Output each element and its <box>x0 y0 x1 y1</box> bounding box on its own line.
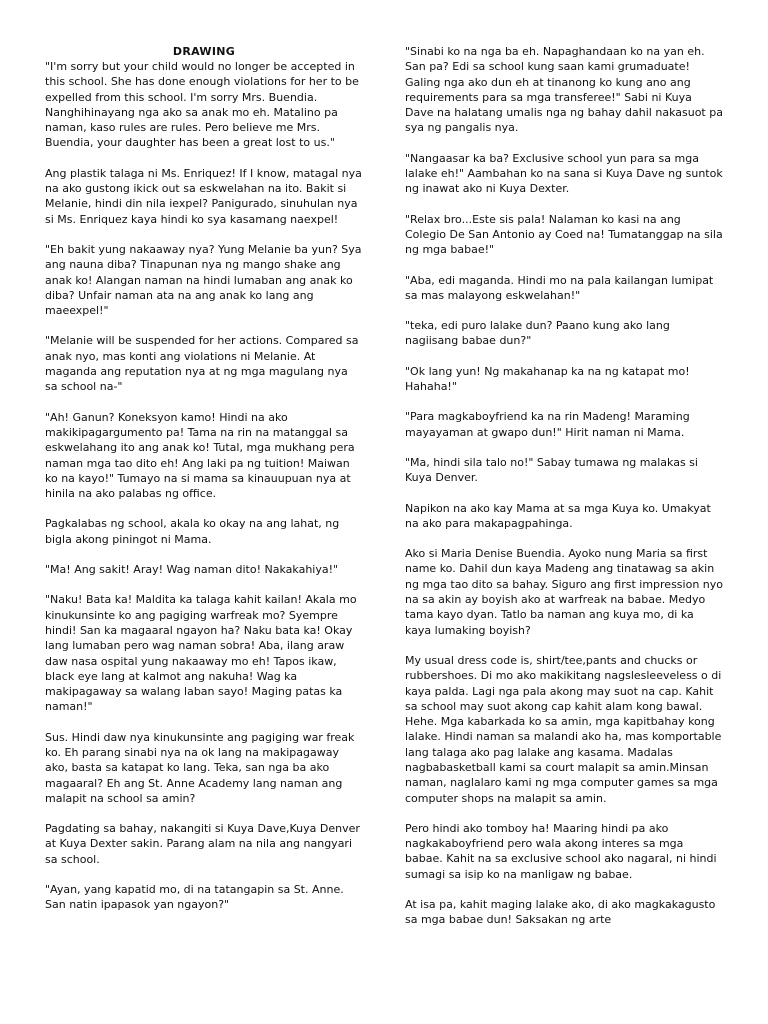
paragraph: "Ah! Ganun? Koneksyon kamo! Hindi na ako makikipagargumento pa! Tama na rin na matanggal sa eskwelahang ito ang anak ko! Tutal, mga mukhang pera naman mga tao dito eh! Ang laki pa ng tuition! Maiwan ko na kayo!" Tumayo na si mama sa kinauupuan nya at hinila na ako palabas ng office. <box>45 410 355 501</box>
paragraph: "Ma, hindi sila talo no!" Sabay tumawa ng malakas si Kuya Denver. <box>405 455 698 485</box>
paragraph: "Melanie will be suspended for her actions. Compared sa anak nyo, mas konti ang violations ni Melanie. At maganda ang reputation nya at ng mga magulang nya sa school na-" <box>45 334 359 394</box>
left-column <box>45 44 363 1024</box>
paragraph: Pagkalabas ng school, akala ko okay na ang lahat, ng bigla akong piningot ni Mama. <box>45 517 340 546</box>
paragraph: "Nangaasar ka ba? Exclusive school yun para sa mga lalake eh!" Aambahan ko na sana si Kuya Dave ng suntok ng inawat ako ni Kuya Dexter. <box>405 151 723 196</box>
paragraph: "I'm sorry but your child would no longer be accepted in this school. She has done enough violations for her to be expelled from this school. I'm sorry Mrs. Buendia. Nanghihinayang nga ako sa anak mo eh. Matalino pa naman, kaso rules are rules. Pero believe me Mrs. Buendia, your daughter has been a great lost to us." <box>45 60 359 150</box>
document-title: DRAWING <box>172 45 236 58</box>
paragraph: Pero hindi ako tomboy ha! Maaring hindi pa ako nagkakaboyfriend pero wala akong interes sa mga babae. Kahit na sa exclusive school ako nagaral, ni hindi sumagi sa isip ko na manligaw ng babae. <box>405 821 717 881</box>
paragraph: "Naku! Bata ka! Maldita ka talaga kahit kailan! Akala mo kinukunsinte ko ang pagiging warfreak mo? Syempre hindi! San ka magaaral ngayon ha? Naku bata ka! Okay lang lumaban pero wag naman sobra! Aba, ilang araw daw nasa ospital yung nakaaway mo eh! Tapos ikaw, black eye lang at kalmot ang nakuha! Wag ka makipagaway sa walang laban sayo! Maging patas ka naman!" <box>45 593 357 714</box>
paragraph: "Ma! Ang sakit! Aray! Wag naman dito! Nakakahiya!" <box>45 563 339 577</box>
paragraph: "teka, edi puro lalake dun? Paano kung ako lang nagiisang babae dun?" <box>405 319 670 348</box>
right-column <box>405 44 723 1024</box>
paragraph: "Aba, edi maganda. Hindi mo na pala kailangan lumipat sa mas malayong eskwelahan!" <box>405 273 714 302</box>
paragraph: "Para magkaboyfriend ka na rin Madeng! Maraming mayayaman at gwapo dun!" Hirit naman ni Mama. <box>405 410 690 439</box>
paragraph: My usual dress code is, shirt/tee,pants and chucks or rubbershoes. Di mo ako makikitang nagslesleeveless o di kaya palda. Lagi nga pala akong may suot na cap. Kahit sa school may suot akong cap kahit alam kong bawal. Hehe. Mga kabarkada ko sa amin, mga kapitbahay kong lalake. Hindi naman sa malandi ako ha, mas komportable lang talaga ako pag lalake ang kasama. Madalas nagbabasketball kami sa court malapit sa amin.Minsan naman, naglalaro kami ng mga computer games sa mga computer shops na malapit sa amin. <box>405 653 722 805</box>
paragraph: "Sinabi ko na nga ba eh. Napaghandaan ko na yan eh. San pa? Edi sa school kung saan kami grumaduate! Galing nga ako dun eh at tinanong ko kung ano ang requirements para sa mga transferee!" Sabi ni Kuya Dave na halatang umalis nga ng bahay dahil nakasuot pa sya ng pangalis nya. <box>405 45 723 135</box>
paragraph: Sus. Hindi daw nya kinukunsinte ang pagiging war freak ko. Eh parang sinabi nya na ok lang na makipagaway ako, basta sa katapat ko lang. Teka, san nga ba ako magaaral? Eh ang St. Anne Academy lang naman ang malapit na school sa amin? <box>45 730 355 805</box>
paragraph: Napikon na ako kay Mama at sa mga Kuya ko. Umakyat na ako para makapagpahinga. <box>405 501 711 530</box>
paragraph: "Ok lang yun! Ng makahanap ka na ng katapat mo! Hahaha!" <box>405 364 690 394</box>
paragraph: "Ayan, yang kapatid mo, di na tatangapin sa St. Anne. San natin ipapasok yan ngayon?" <box>45 883 344 912</box>
paragraph: Pagdating sa bahay, nakangiti si Kuya Dave,Kuya Denver at Kuya Dexter sakin. Parang alam na nila ang nangyari sa school. <box>45 822 360 866</box>
paragraph: At isa pa, kahit maging lalake ako, di ako magkakagusto sa mga babae dun! Saksakan ng arte <box>405 898 716 927</box>
paragraph: Ang plastik talaga ni Ms. Enriquez! If I know, matagal nya na ako gustong ikick out sa eskwelahan na ito. Bakit si Melanie, hindi din nila iexpel? Panigurado, sinuhulan nya si Ms. Enriquez kaya hindi ko sya kasamang naexpel! <box>45 166 362 226</box>
paragraph: Ako si Maria Denise Buendia. Ayoko nung Maria sa first name ko. Dahil dun kaya Madeng ang tinatawag sa akin ng mga tao dito sa bahay. Siguro ang first impression nyo na sa akin ay boyish ako at warfreak na babae. Medyo tama kayo dyan. Tatlo ba naman ang kuya mo, di ka kaya lumaking boyish? <box>405 547 723 637</box>
paragraph: "Relax bro...Este sis pala! Nalaman ko kasi na ang Colegio De San Antonio ay Coed na! Tumatanggap na sila ng mga babae!" <box>405 212 723 257</box>
paragraph: "Eh bakit yung nakaaway nya? Yung Melanie ba yun? Sya ang nauna diba? Tinapunan nya ng mango shake ang anak ko! Alangan naman na hindi lumaban ang anak ko diba? Unfair naman ata na ang anak ko lang ang maeexpel!" <box>45 242 362 318</box>
